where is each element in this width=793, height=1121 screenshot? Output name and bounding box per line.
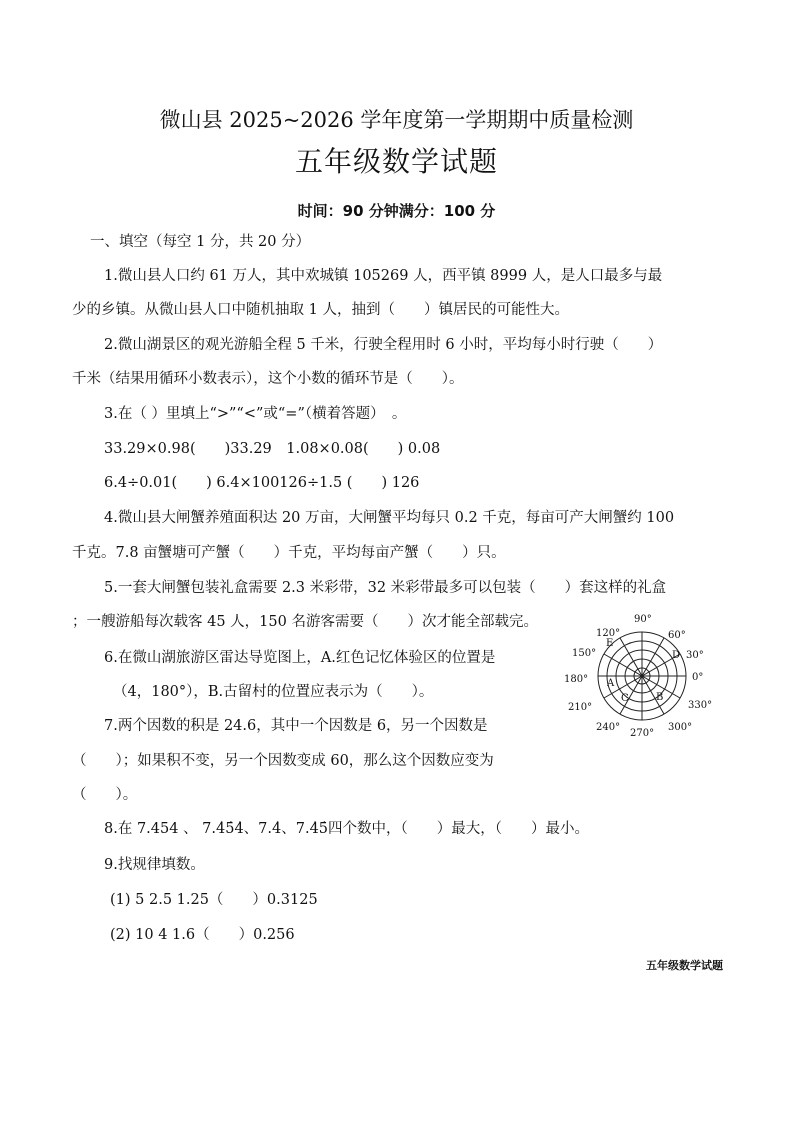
question-9-line-1: 9.找规律填数。 <box>104 857 205 873</box>
question-7-line-2: （ ）；如果积不变，另一个因数变成 60，那么这个因数应变为 <box>72 753 494 769</box>
radar-angle-240: 240° <box>596 722 621 733</box>
radar-angle-330: 330° <box>688 700 713 711</box>
radar-angle-180: 180° <box>564 674 589 685</box>
question-5-line-1: 5.一套大闸蟹包装礼盒需要 2.3 米彩带，32 米彩带最多可以包装（ ）套这样的礼盒 <box>104 580 667 596</box>
question-9-item-2: (2) 10 4 1.6（ ）0.256 <box>110 927 295 943</box>
section-heading: 一、填空（每空 1 分，共 20 分） <box>90 234 311 250</box>
question-9-item-1: (1) 5 2.5 1.25（ ）0.3125 <box>110 892 318 908</box>
radar-point-b: B <box>656 692 664 703</box>
radar-angle-90: 90° <box>634 614 652 625</box>
radar-angle-300: 300° <box>668 722 693 733</box>
question-4-line-2: 千克。7.8 亩蟹塘可产蟹（ ）千克，平均每亩产蟹（ ）只。 <box>72 545 506 561</box>
page-footer: 五年级数学试题 <box>646 959 723 972</box>
exam-subtitle: 五年级数学试题 <box>294 145 498 178</box>
question-7-line-3: （ ）。 <box>72 787 138 803</box>
question-6-line-1: 6.在微山湖旅游区雷达导览图上，A.红色记忆体验区的位置是 <box>104 650 496 666</box>
radar-angle-150: 150° <box>572 648 597 659</box>
question-3-line-2: 33.29×0.98( )33.29 1.08×0.08( ) 0.08 <box>104 441 441 457</box>
question-2-line-2: 千米（结果用循环小数表示），这个小数的循环节是（ ）。 <box>72 371 464 387</box>
question-8-line-1: 8.在 7.454 、 7.4̇5̇4̇、7.4̇、7.4̇5̇四个数中，（ ）最大，（ ）最小。 <box>104 821 590 837</box>
question-1-line-2: 少的乡镇。从微山县人口中随机抽取 1 人，抽到（ ）镇居民的可能性大。 <box>72 302 569 318</box>
radar-angle-270: 270° <box>630 728 655 739</box>
question-3-line-3: 6.4÷0.01( ) 6.4×100126÷1.5 ( ) 126 <box>104 475 420 491</box>
radar-angle-30: 30° <box>686 650 704 661</box>
radar-point-a: A <box>607 678 615 689</box>
exam-title: 微山县 2025~2026 学年度第一学期期中质量检测 <box>159 108 634 132</box>
radar-point-c: C <box>621 693 629 704</box>
question-3-line-1: 3.在（ ）里填上“>”“<”或“=”（横着答题） 。 <box>104 406 407 422</box>
radar-angle-210: 210° <box>568 702 593 713</box>
question-7-line-1: 7.两个因数的积是 24.6，其中一个因数是 6，另一个因数是 <box>104 718 488 734</box>
question-5-line-2: ；一艘游船每次载客 45 人，150 名游客需要（ ）次才能全部载完。 <box>72 614 538 630</box>
question-4-line-1: 4.微山县大闸蟹养殖面积达 20 万亩，大闸蟹平均每只 0.2 千克，每亩可产大闸蟹约 100 <box>104 510 675 526</box>
radar-angle-60: 60° <box>668 630 686 641</box>
time-score-info: 时间：90 分钟满分：100 分 <box>297 202 496 220</box>
question-1-line-1: 1.微山县人口约 61 万人，其中欢城镇 105269 人，西平镇 8999 人，是人口最多与最 <box>104 268 663 284</box>
radar-angle-120: 120° <box>596 628 621 639</box>
radar-point-d: D <box>672 650 681 661</box>
question-6-line-2: （4，180°），B.古留村的位置应表示为（ ）。 <box>113 684 434 700</box>
radar-angle-0: 0° <box>692 672 704 683</box>
radar-diagram <box>562 610 722 740</box>
radar-point-e: E <box>606 638 614 649</box>
question-2-line-1: 2.微山湖景区的观光游船全程 5 千米，行驶全程用时 6 小时，平均每小时行驶（ ） <box>104 337 663 353</box>
